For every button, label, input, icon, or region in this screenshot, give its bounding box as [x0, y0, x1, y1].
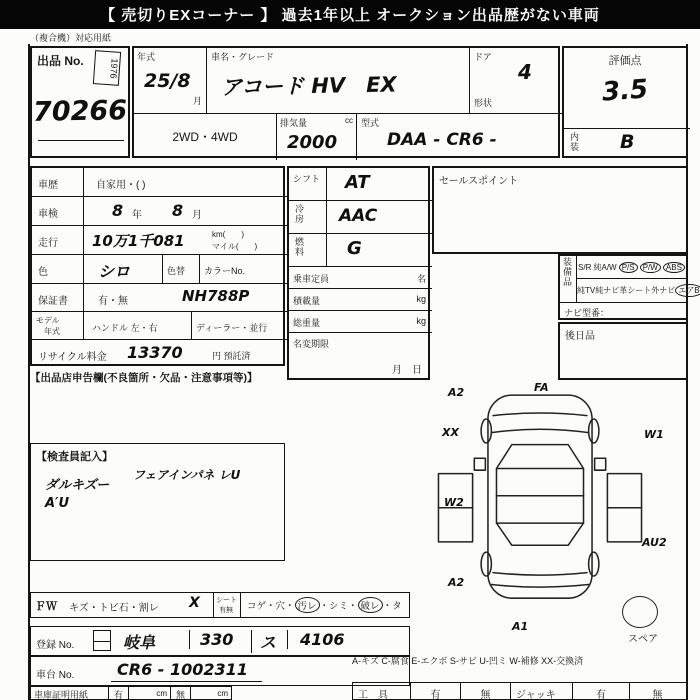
recycle-fee-label: リサイクル料金	[38, 352, 107, 363]
mileage-row	[32, 226, 287, 255]
diagram-annotation: A2	[448, 386, 465, 399]
banner	[0, 0, 700, 29]
lot-number-label: 出品 No.	[37, 54, 84, 68]
equipment-item: 外ナビ	[651, 286, 676, 295]
score-value: 3.5	[600, 74, 650, 108]
diagram-annotation: AU2	[642, 536, 667, 549]
capacity-label: 乗車定員	[293, 274, 330, 284]
rename-deadline-unit: 月 日	[392, 365, 422, 376]
model-code-cell	[357, 114, 562, 160]
chassis-number: CR6 - 1002311	[111, 660, 262, 682]
displacement-value: 2000	[287, 132, 338, 153]
interior-seg-2-circled: 汚レ	[295, 597, 320, 613]
diagram-annotation: W2	[444, 496, 464, 509]
equipment-item: 純ナビ	[595, 286, 620, 295]
equipment-item: エアB	[675, 284, 700, 297]
color-row	[32, 255, 287, 284]
seat-cell	[213, 593, 241, 617]
door-cell	[470, 48, 562, 114]
shift-value: AT	[345, 172, 370, 193]
capacity-row	[289, 267, 432, 289]
seat-label: シート	[216, 597, 237, 604]
color-number-label: カラーNo.	[204, 266, 246, 276]
displacement-label: 排気量	[280, 118, 308, 128]
model-year-cell	[32, 312, 84, 339]
color-number-value: NH788P	[182, 287, 250, 305]
name-cell	[207, 48, 470, 114]
equipment-item: P/W	[640, 262, 661, 273]
history-value: 自家用・( )	[96, 180, 146, 191]
score-box	[562, 46, 688, 158]
equipment-label: 装備品	[560, 256, 577, 302]
garage-label: 車庫証明用紙	[31, 687, 109, 699]
model-label: モデル	[36, 316, 60, 325]
displacement-cell	[277, 114, 357, 160]
score-label: 評価点	[608, 55, 642, 67]
date-stamp: 1976	[93, 50, 121, 86]
damage-legend: A-キズ C-腐食 E-エクボ S-サビ U-凹ミ W-補修 XX-交換済	[352, 656, 584, 666]
equipment-box	[558, 254, 700, 320]
drive-type: 2WD・4WD	[172, 130, 238, 144]
mileage-km-label: km( )	[212, 230, 244, 239]
interior-row	[564, 128, 690, 158]
interior-seg-1: コゲ・穴・	[247, 601, 295, 612]
fuel-row	[289, 234, 432, 267]
equipment-row-2	[577, 279, 700, 302]
history-label: 車歴	[32, 168, 84, 196]
shift-label: シフト	[289, 168, 327, 200]
tool-yes: 有	[411, 683, 461, 699]
lot-box	[30, 46, 130, 158]
registration-kana: ス	[251, 630, 287, 653]
registration-label: 登録 No.	[36, 640, 75, 651]
warranty-value: 有・無	[98, 296, 128, 307]
registration-prefecture: 岐阜	[123, 633, 156, 652]
model-handle-row	[32, 312, 287, 340]
vehicle-table	[132, 46, 560, 158]
fw-mark: X	[189, 595, 200, 611]
garage-cm-1: cm	[129, 687, 171, 699]
displacement-unit: cc	[345, 116, 353, 125]
interior-grade-value: B	[620, 131, 635, 153]
equipment-item: ABS	[663, 262, 685, 273]
inspector-label: 【検査員記入】	[36, 451, 113, 463]
registration-number: 4106	[287, 630, 345, 649]
fuel-label: 燃料	[289, 234, 327, 266]
mileage-value: 10万1千081	[92, 232, 185, 250]
tool-no: 無	[461, 683, 511, 699]
registration-row	[30, 626, 410, 656]
equipment-item: 革シート	[619, 286, 652, 295]
warranty-row	[32, 284, 287, 312]
shaken-month-value: 8	[172, 201, 184, 220]
tools-strip	[352, 682, 688, 700]
tool-label: 工 具	[353, 683, 411, 699]
load-label: 積載量	[293, 296, 321, 306]
shaken-label: 車検	[32, 197, 84, 225]
color-label: 色	[32, 255, 84, 283]
navi-model-label: ナビ型番：	[560, 302, 686, 318]
garage-strip	[30, 686, 232, 700]
rename-deadline-row	[289, 333, 432, 382]
paper-note: （複合機）対応用紙	[30, 33, 112, 43]
lot-underline	[38, 140, 124, 141]
jack-yes: 有	[573, 683, 630, 699]
ac-row	[289, 201, 432, 234]
year-label: 年式	[137, 52, 156, 62]
spare-tire-label: スペア	[628, 634, 658, 645]
seat-sub-label: 有無	[219, 607, 233, 614]
weight-label: 総重量	[293, 318, 321, 328]
car-diagram	[410, 380, 690, 648]
lot-number: 70266	[32, 95, 128, 128]
model-code-value: DAA - CR6 -	[387, 130, 497, 150]
garage-yes: 有	[109, 687, 129, 699]
banner-text: 【 売切りEXコーナー 】 過去1年以上 オークション出品歴がない車両	[100, 7, 600, 24]
later-items-box	[558, 322, 688, 380]
inspector-note-2: フェアインパネ レU	[133, 468, 241, 482]
door-label: ドア	[474, 52, 492, 62]
shift-row	[289, 168, 432, 201]
equipment-item: S/R	[578, 262, 592, 272]
garage-cm-2: cm	[217, 689, 228, 698]
rename-deadline-label: 名変期限	[293, 339, 330, 349]
fuel-value: G	[347, 238, 362, 259]
drive-cell	[134, 114, 277, 160]
condition-row	[30, 592, 410, 618]
shaken-year-unit: 年	[132, 210, 142, 221]
year-cell	[134, 48, 207, 114]
inspector-note-1: ダルキズー	[45, 478, 110, 493]
fw-label: ＦＷ	[35, 601, 57, 613]
fw-items: キズ・トビ石・割レ	[69, 603, 159, 614]
equipment-row-1	[577, 256, 686, 279]
jack-label: ジャッキ	[511, 683, 573, 699]
left-detail-table	[30, 166, 285, 366]
equipment-item: 純A/W	[593, 262, 617, 272]
color-change-label: 色替	[162, 255, 200, 283]
mileage-label: 走行	[32, 226, 84, 254]
load-unit: kg	[416, 294, 426, 304]
later-items-label: 後日品	[565, 331, 595, 342]
load-row	[289, 289, 432, 311]
interior-seg-5: ・タ	[382, 601, 402, 612]
equipment-item: 純TV	[577, 286, 596, 295]
registration-check-box	[93, 630, 111, 651]
interior-seg-3: ・シミ・	[319, 601, 358, 612]
capacity-unit: 名	[416, 274, 426, 284]
chassis-label: 車台 No.	[36, 670, 75, 681]
inspector-note-3: A′U	[45, 496, 70, 511]
inspector-box	[30, 443, 285, 561]
spare-tire-circle	[622, 596, 658, 628]
shape-label: 形状	[474, 98, 493, 108]
warranty-label: 保証書	[32, 284, 84, 311]
color-value: シロ	[98, 262, 131, 281]
month-unit: 月	[192, 96, 202, 106]
shaken-year-value: 8	[112, 201, 124, 220]
mileage-mile-label: マイル( )	[212, 242, 258, 251]
diagram-annotation: W1	[644, 428, 664, 441]
shaken-month-unit: 月	[192, 210, 202, 221]
interior-seg-4-circled: 破レ	[358, 597, 383, 613]
vehicle-name-value: アコード HV EX	[220, 72, 397, 100]
shaken-row	[32, 197, 287, 226]
recycle-fee-unit: 円 預託済	[212, 351, 251, 361]
center-table	[287, 166, 430, 380]
diagram-annotation: A1	[512, 620, 529, 633]
history-row	[32, 168, 287, 197]
ac-label: 冷房	[289, 201, 327, 233]
registration-class-number: 330	[189, 630, 251, 649]
garage-no: 無	[171, 687, 191, 699]
dealer-label: ディーラー・並行	[196, 323, 268, 333]
door-value: 4	[518, 60, 532, 84]
sales-point-box	[432, 166, 688, 254]
sales-point-label: セールスポイント	[439, 176, 519, 187]
recycle-row	[32, 340, 287, 368]
weight-row	[289, 311, 432, 333]
interior-condition-items	[247, 593, 402, 617]
weight-unit: kg	[416, 316, 426, 326]
diagram-annotation: FA	[534, 381, 549, 394]
model-code-label: 型式	[361, 118, 380, 128]
diagram-annotation: XX	[442, 426, 459, 439]
interior-label: 内装	[570, 132, 580, 152]
seller-declaration-label: 【出品店申告欄(不良箇所・欠品・注意事項等)】	[30, 372, 258, 384]
recycle-fee-value: 13370	[127, 343, 183, 362]
name-label: 車名・グレード	[211, 52, 275, 62]
ac-value: AAC	[339, 206, 378, 226]
equipment-item: P/S	[619, 262, 638, 273]
model-year-label: 年式	[44, 327, 60, 336]
diagram-annotation: A2	[448, 576, 465, 589]
jack-no: 無	[652, 690, 663, 700]
handle-label: ハンドル 左・右	[84, 312, 192, 339]
year-value: 25/8	[144, 70, 191, 92]
